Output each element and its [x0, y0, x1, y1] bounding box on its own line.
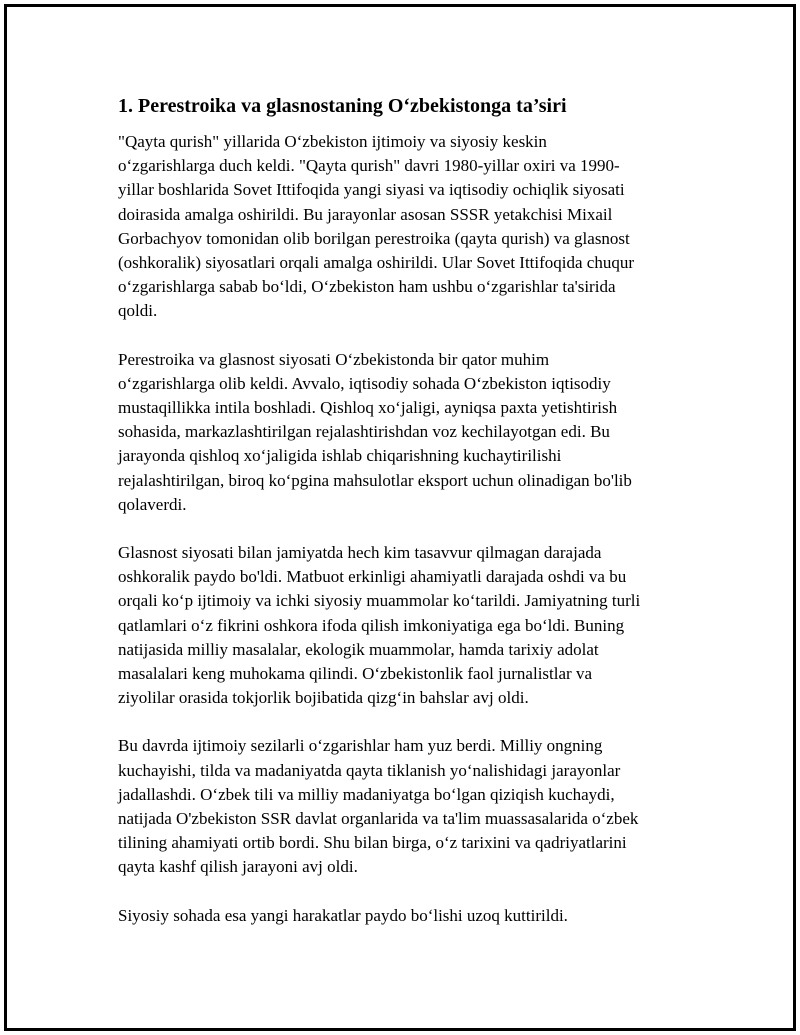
text-line: jarayonda qishloq xo‘jaligida ishlab chiqarishning kuchaytirilishi — [118, 446, 562, 466]
text-line: kuchayishi, tilda va madaniyatda qayta tiklanish yo‘nalishidagi jarayonlar — [118, 760, 621, 780]
paragraph-1 — [118, 130, 688, 324]
text-line: o‘zgarishlarga duch keldi. "Qayta qurish" davri 1980-yillar oxiri va 1990- — [118, 156, 620, 176]
text-line: orqali ko‘p ijtimoiy va ichki siyosiy muammolar ko‘tarildi. Jamiyatning turli — [118, 591, 641, 611]
paragraph-3 — [118, 541, 688, 710]
text-line: tilining ahamiyati ortib bordi. Shu bilan birga, o‘z tarixini va qadriyatlarini — [118, 833, 627, 853]
text-line: natijada O'zbekiston SSR davlat organlarida va ta'lim muassasalarida o‘zbek — [118, 809, 639, 829]
text-line: Siyosiy sohada esa yangi harakatlar paydo bo‘lishi uzoq kuttirildi. — [118, 905, 568, 925]
text-line: Bu davrda ijtimoiy sezilarli o‘zgarishlar ham yuz berdi. Milliy ongning — [118, 736, 603, 756]
text-line: "Qayta qurish" yillarida O‘zbekiston ijtimoiy va siyosiy keskin — [118, 132, 547, 151]
text-line: qolaverdi. — [118, 494, 187, 514]
text-line: doirasida amalga oshirildi. Bu jarayonlar asosan SSSR yetakchisi Mixail — [118, 204, 613, 224]
text-line: jadallashdi. O‘zbek tili va milliy madaniyatga bo‘lgan qiziqish kuchaydi, — [118, 784, 615, 804]
text-line: qatlamlari o‘z fikrini oshkora ifoda qilish imkoniyatiga ega bo‘ldi. Buning — [118, 615, 625, 635]
text-line: oshkoralik paydo bo'ldi. Matbuot erkinligi ahamiyatli darajada oshdi va bu — [118, 567, 627, 587]
text-line: o‘zgarishlarga olib keldi. Avvalo, iqtisodiy sohada O‘zbekiston iqtisodiy — [118, 373, 611, 393]
section-title: 1. Perestroika va glasnostaning O‘zbekistonga ta’siri — [118, 95, 567, 117]
text-line: qayta kashf qilish jarayoni avj oldi. — [118, 857, 358, 877]
paragraph-4 — [118, 734, 688, 879]
text-line: Glasnost siyosati bilan jamiyatda hech kim tasavvur qilmagan darajada — [118, 543, 602, 563]
document-body — [118, 94, 688, 952]
text-line: ziyolilar orasida tokjorlik bojibatida qizg‘in bahslar avj oldi. — [118, 688, 529, 708]
paragraph-2 — [118, 348, 688, 517]
text-line: Gorbachyov tomonidan olib borilgan perestroika (qayta qurish) va glasnost — [118, 228, 630, 248]
text-line: sohasida, markazlashtirilgan rejalashtirishdan voz kechilayotgan edi. Bu — [118, 422, 610, 442]
text-line: yillar boshlarida Sovet Ittifoqida yangi siyasi va iqtisodiy ochiqlik siyosati — [118, 180, 625, 200]
paragraph-5 — [118, 904, 688, 928]
text-line: Perestroika va glasnost siyosati O‘zbekistonda bir qator muhim — [118, 349, 550, 369]
text-line: o‘zgarishlarga sabab bo‘ldi, O‘zbekiston ham ushbu o‘zgarishlar ta'sirida — [118, 277, 616, 297]
text-line: (oshkoralik) siyosatlari orqali amalga oshirildi. Ular Sovet Ittifoqida chuqur — [118, 253, 635, 273]
text-line: qoldi. — [118, 301, 158, 321]
text-line: masalalari keng muhokama qilindi. O‘zbekistonlik faol jurnalistlar va — [118, 664, 592, 684]
text-line: natijasida milliy masalalar, ekologik muammolar, hamda tarixiy adolat — [118, 639, 599, 659]
text-line: mustaqillikka intila boshladi. Qishloq xo‘jaligi, ayniqsa paxta yetishtirish — [118, 398, 618, 418]
text-line: rejalashtirilgan, biroq ko‘pgina mahsulotlar eksport uchun olinadigan bo'lib — [118, 470, 632, 490]
